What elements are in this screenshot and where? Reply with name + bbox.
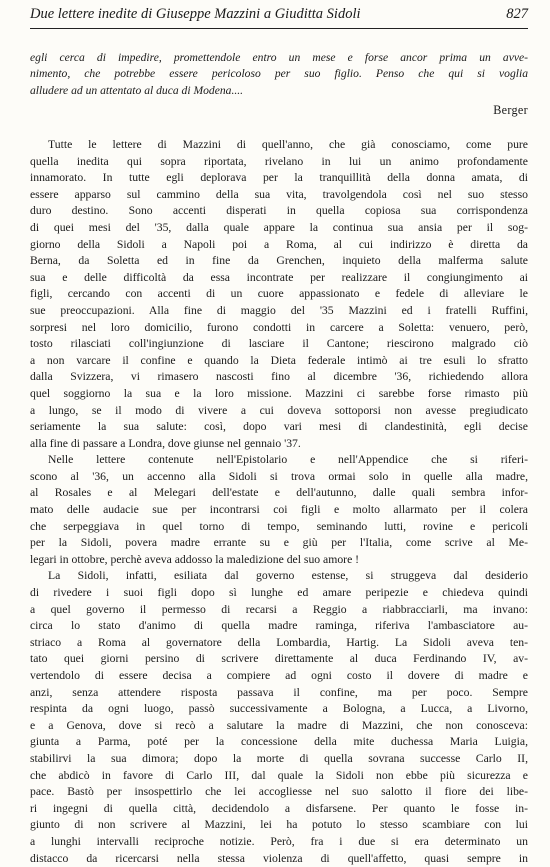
text-line: seriamente la sua salute: così, dopo vari mesi di clandestinità, egli decise [30,420,528,434]
paragraph [30,568,528,867]
text-line: al Rosales e al Melegari dell'estate e dell'autunno, dalle quali sembra infor- [30,486,528,500]
text-line: stabilirvi la sua dimora; dopo la morte di quella sovrana successe Carlo II, [30,751,528,765]
text-line: circa lo stato d'animo di quella madre raminga, riferiva l'ambasciatore au- [30,619,528,633]
text-line: dalla Svizzera, vi rimasero nascosti fino al dicembre '36, richiedendo allora [30,370,528,384]
text-line: mato delle audacie sue per incontrarsi coi figli e molto allarmato per il colera [30,503,528,517]
text-line: giorno della Sidoli a Napoli poi a Roma, al cui indirizzo è diretta da [30,237,528,251]
page-number: 827 [506,6,528,22]
quote-signature: Berger [493,103,528,117]
text-line: quella inedita qui sopra riportata, rivelano in lui un animo profondamente [30,154,528,168]
header-rule [30,28,528,29]
text-line: tosto rilasciati coll'ingiunzione di lasciare il Cantone; riescirono malgrado ciò [30,337,528,351]
body-text [30,137,528,867]
paragraph [30,452,528,568]
text-line: sorpresi nel loro domicilio, furono condotti in carcere a Soletta: venuero, però, [30,320,528,334]
quote-line: egli cerca di impedire, promettendole entro un mese e forse ancor prima un avve- [30,51,528,64]
text-line: quel soggiorno la sua e la loro missione. Mazzini ci sarebbe forse rimasto più [30,386,528,400]
text-line: vertendolo di essere decisa a compiere ad ogni costo il dovere di madre e [30,669,528,682]
text-line: ri ingegni di quella città, decidendolo a disfarsene. Per quanto le fosse in- [30,801,528,815]
text-line: giunta a Parma, poté per la concessione della mite duchessa Maria Luigia, [30,735,528,749]
text-line: Berna, da Soletta ed in fine da Grenchen, inquieto della malferma salute [30,254,528,268]
quote-line: nimento, che potrebbe essere pericoloso per suo figlio. Penso che qui si voglia [30,67,528,81]
quote-line: alludere ad un attentato al duca di Modena.... [30,83,244,97]
text-line: distacco da ricercarsi nella stessa violenza di quell'affetto, quasi sempre in [30,851,528,865]
text-line: a lunghi intervalli reciproche notizie. Però, fra i due si era determinato un [30,834,528,848]
text-line: respinta da ogni luogo, passò successivamente a Bologna, a Lucca, a Livorno, [30,702,528,716]
text-line: a non varcare il confine e quando la Dieta federale intimò ai tre esuli lo sfratto [30,353,528,367]
text-line: Tutte le lettere di Mazzini di quell'anno, che già conosciamo, come pure [48,138,528,151]
text-line: a quel governo il permesso di recarsi a Reggio a riabbracciarli, ma invano: [30,602,528,616]
header-title: Due lettere inedite di Giuseppe Mazzini a Giuditta Sidoli [30,6,361,22]
text-line: che serpeggiava in quel torno di tempo, seminando lutti, rovine e pericoli [30,519,528,533]
text-line: sua e delle difficoltà da essa incontrate per realizzare il congiungimento ai [30,270,528,284]
text-line: La Sidoli, infatti, esiliata dal governo estense, si struggeva dal desiderio [48,569,528,583]
text-line: striaco a Roma al governatore della Lombardia, Hartig. La Sidoli aveva ten- [30,635,528,649]
quoted-passage [30,50,528,99]
text-line: alla fine di passare a Londra, dove giunse nel gennaio '37. [30,436,301,450]
text-line: anzi, senza attendere risposta passava il confine, ma per poco. Sempre [30,685,528,699]
text-line: tato quei giorni persino di scrivere direttamente al duca Ferdinando IV, av- [30,652,528,666]
text-line: pace. Bastò per insospettirlo che lei accogliesse nel suo salotto il fiore dei libe- [30,785,528,799]
text-line: Nelle lettere contenute nell'Epistolario e nell'Appendice che si riferi- [48,453,528,467]
text-line: per la Sidoli, povera madre errante su e giù per l'Italia, come scrive al Me- [30,536,528,550]
text-line: scono al '36, un accenno alla Sidoli si trova ormai solo in quelle alla madre, [30,469,528,483]
paragraph [30,137,528,452]
text-line: a lungo, se il modo di vivere a cui doveva sottoporsi non avesse pregiudicato [30,403,528,417]
text-line: giunto di non scrivere al Mazzini, lei ha potuto lo stesso scambiare con lui [30,818,528,832]
text-line: sue preoccupazioni. Alla fine di maggio del '35 Mazzini ed i fratelli Ruffini, [30,303,528,317]
text-line: figli, cercando con accenti di un cuore appassionato e fedele di alleviare le [30,287,528,301]
text-line: di rivedere i suoi figli dopo sì lunghe ed amare peripezie e chiedeva quindi [30,586,528,600]
text-line: innamorato. In tutte egli deplorava per la tranquillità della donna amata, di [30,171,528,185]
running-header [30,6,528,23]
text-line: essere apparso sul cammino della sua vita, travolgendola così nel suo stesso [30,187,528,201]
text-line: e a Genova, dove si recò a salutare la madre di Mazzini, che non conosceva: [30,718,528,732]
text-line: che abdicò in favore di Carlo III, dal quale la Sidoli non ebbe più sicurezza e [30,768,528,782]
text-line: duro destino. Sono accenti disperati in quella copiosa sua corrispondenza [30,204,528,218]
text-line: di quei mesi del '35, dalla quale appare la continua sua ansia per il sog- [30,220,528,234]
text-line: legari in ottobre, perchè aveva addosso la maledizione del suo amore ! [30,552,360,566]
